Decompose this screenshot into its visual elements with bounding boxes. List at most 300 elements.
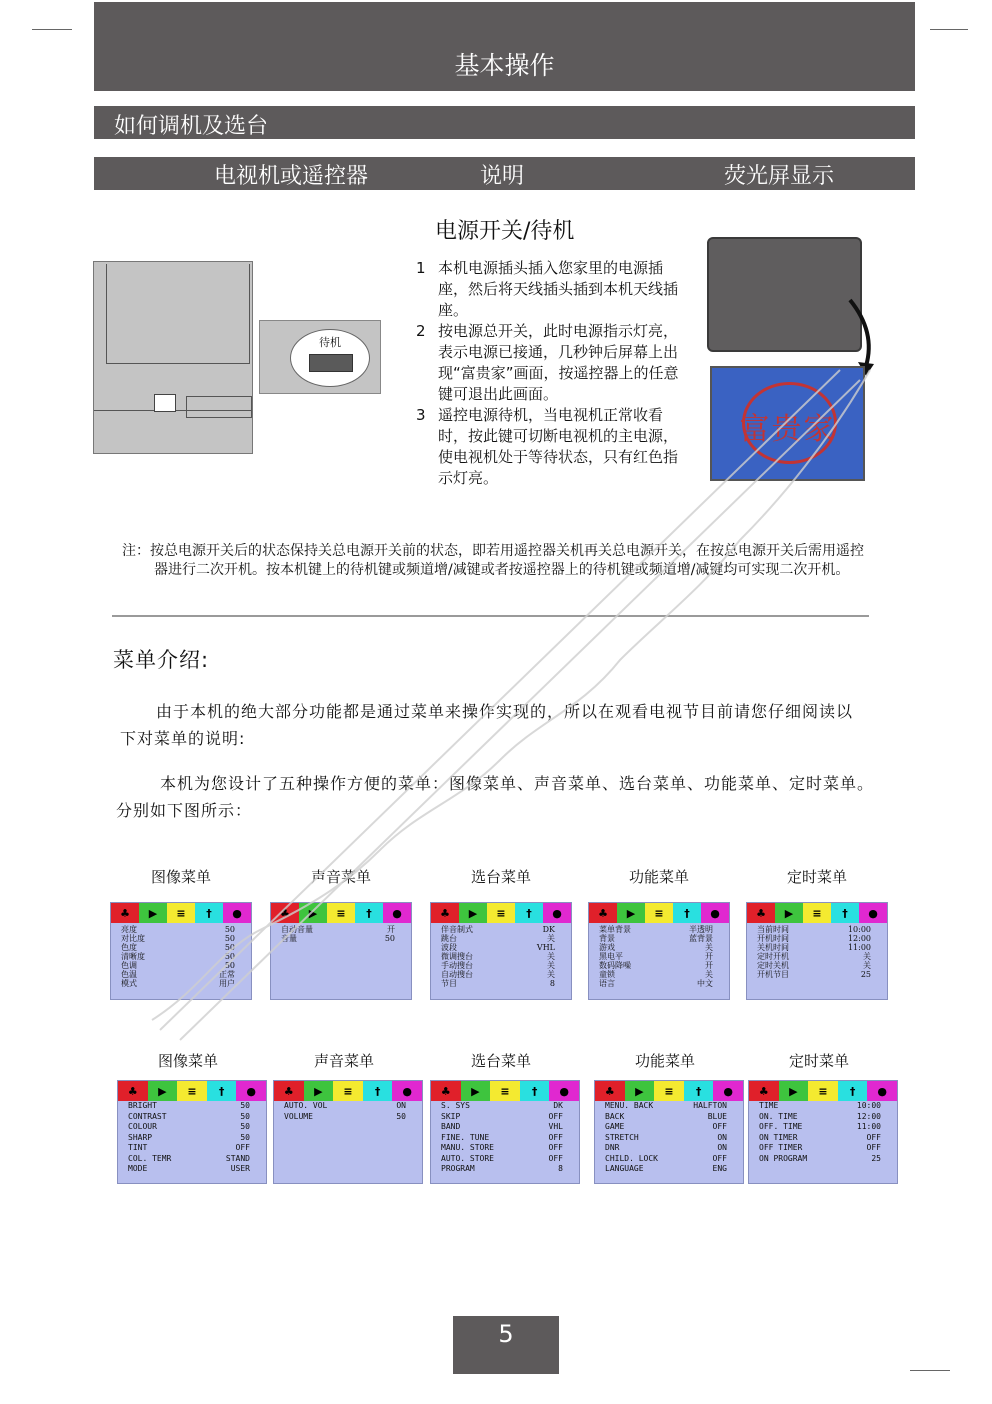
- menu-row-value: 25: [860, 970, 871, 979]
- menu-row: [605, 1154, 727, 1165]
- menu-icon-bar: [595, 1081, 743, 1101]
- menu-title: 声音菜单: [310, 868, 371, 886]
- menu-row-label: 波段: [441, 943, 457, 952]
- menu-rows: [128, 1101, 250, 1175]
- menu-row-value: ENG: [712, 1164, 727, 1173]
- menu-row-value: 关: [547, 970, 555, 979]
- menu-row: [281, 934, 395, 943]
- menu-rows: [441, 925, 555, 988]
- channel-icon: ≡: [490, 1081, 520, 1101]
- menu-row-label: 当前时间: [757, 925, 789, 934]
- menu-title: 图像菜单: [150, 868, 211, 886]
- step-number: 3: [416, 406, 426, 424]
- tv-screen-frame: [106, 264, 250, 364]
- menu-title: 图像菜单: [157, 1052, 218, 1070]
- menu-row: [599, 961, 713, 970]
- menu-row-value: 50: [224, 961, 235, 970]
- power-steps: [416, 258, 690, 489]
- menu-row-label: OFF TIMER: [759, 1143, 803, 1152]
- menu-row-value: VHL: [548, 1122, 563, 1131]
- menu-row-value: OFF: [548, 1153, 563, 1163]
- menu-row: [281, 925, 395, 934]
- menu-icon-bar: [431, 903, 571, 923]
- menu-row-label: DNR: [605, 1143, 620, 1152]
- function-icon: †: [520, 1081, 550, 1101]
- screen-brand-text: 富贵家: [739, 412, 836, 447]
- channel-icon: ≡: [645, 903, 673, 923]
- menu-row-label: 伴音制式: [441, 925, 473, 934]
- menu-row: [605, 1101, 727, 1112]
- menu-row: [605, 1122, 727, 1133]
- menu-row-label: ON TIMER: [759, 1132, 798, 1142]
- menu-icon-bar: [111, 903, 251, 923]
- menu-row: [441, 1143, 563, 1154]
- menu-row-value: 50: [224, 952, 235, 961]
- menu-intro-paragraph-1-text: 由于本机的绝大部分功能都是通过菜单来操作实现的，所以在观看电视节目前请您仔细阅读以下对菜单的说明:: [120, 702, 854, 748]
- menu-screen: [430, 1080, 580, 1184]
- menu-row-value: 50: [224, 925, 235, 934]
- menu-row: [121, 961, 235, 970]
- menu-icon-bar: [118, 1081, 266, 1101]
- power-heading: 电源开关/待机: [435, 219, 575, 244]
- step-number: 1: [416, 259, 426, 277]
- picture-icon: ♣: [111, 903, 139, 923]
- step-number: 2: [416, 322, 426, 340]
- menu-row: [284, 1101, 406, 1112]
- sound-icon: ▶: [779, 1081, 809, 1101]
- picture-icon: ♣: [747, 903, 775, 923]
- menu-row-value: 关: [547, 952, 555, 961]
- picture-icon: ♣: [271, 903, 299, 923]
- menu-row-value: 关: [863, 952, 871, 961]
- menu-row: [128, 1164, 250, 1175]
- menu-row-label: BRIGHT: [128, 1101, 157, 1110]
- menu-row-value: 11:00: [856, 1122, 881, 1131]
- menu-row-value: OFF: [235, 1143, 250, 1152]
- menu-rows: [441, 1101, 563, 1175]
- picture-icon: ♣: [274, 1081, 304, 1101]
- menu-row-value: BLUE: [707, 1111, 727, 1121]
- sound-icon: ▶: [461, 1081, 491, 1101]
- column-header-description: 说明: [480, 164, 525, 189]
- menu-row: [599, 925, 713, 934]
- menu-row: [605, 1164, 727, 1175]
- function-icon: †: [363, 1081, 393, 1101]
- menu-row: [441, 1164, 563, 1175]
- menu-rows: [599, 925, 713, 988]
- menu-row-value: 用户: [219, 979, 235, 988]
- picture-icon: ♣: [589, 903, 617, 923]
- menu-row-label: 游戏: [599, 943, 615, 952]
- menu-row-value: 50: [224, 943, 235, 952]
- menu-row-label: MENU. BACK: [605, 1101, 654, 1110]
- menu-title: 定时菜单: [786, 868, 847, 886]
- step-text: 本机电源插头插入您家里的电源插座，然后将天线插头插到本机天线插座。: [438, 259, 679, 319]
- menu-row-value: OFF: [712, 1122, 727, 1131]
- menu-row-label: AUTO. VOL: [284, 1101, 328, 1110]
- menu-row-value: OFF: [712, 1153, 727, 1163]
- menu-row: [441, 1154, 563, 1165]
- menu-row-value: VHL: [536, 943, 555, 952]
- menu-row: [284, 1112, 406, 1123]
- menu-row-value: 50: [240, 1122, 250, 1131]
- menu-row-label: SKIP: [441, 1111, 461, 1121]
- menu-row: [599, 952, 713, 961]
- menu-row-value: OFF: [548, 1132, 563, 1142]
- function-icon: †: [515, 903, 543, 923]
- menu-row-label: 跳台: [441, 934, 457, 943]
- menu-title: 选台菜单: [470, 1052, 531, 1070]
- menu-row: [128, 1122, 250, 1133]
- function-icon: †: [684, 1081, 714, 1101]
- menu-row: [759, 1154, 881, 1165]
- sound-icon: ▶: [775, 903, 803, 923]
- timer-icon: ●: [867, 1081, 897, 1101]
- menu-row: [599, 943, 713, 952]
- menu-row-label: 开机节目: [757, 970, 789, 979]
- timer-icon: ●: [713, 1081, 743, 1101]
- menu-row-value: 50: [240, 1101, 250, 1110]
- menu-row-label: 音量: [281, 934, 297, 943]
- menu-row-value: 开: [387, 925, 395, 934]
- menu-row: [441, 934, 555, 943]
- menu-row: [121, 943, 235, 952]
- menu-row-label: LANGUAGE: [605, 1164, 644, 1173]
- menu-icon-bar: [749, 1081, 897, 1101]
- menu-row-label: VOLUME: [284, 1111, 313, 1121]
- picture-icon: ♣: [431, 1081, 461, 1101]
- menu-row-label: BACK: [605, 1111, 625, 1121]
- crop-mark: [930, 29, 968, 30]
- menu-row-label: COL. TEMR: [128, 1153, 172, 1163]
- menu-row-value: 12:00: [847, 934, 871, 943]
- menu-title: 功能菜单: [628, 868, 689, 886]
- menu-screen: [110, 902, 252, 1000]
- menu-row: [757, 943, 871, 952]
- timer-icon: ●: [236, 1081, 266, 1101]
- function-icon: †: [831, 903, 859, 923]
- menu-row: [441, 979, 555, 988]
- menu-row-value: OFF: [548, 1111, 563, 1121]
- menu-icon-bar: [589, 903, 729, 923]
- menu-row-value: DK: [553, 1101, 563, 1110]
- menu-row-value: 11:00: [847, 943, 871, 952]
- menu-row: [605, 1143, 727, 1154]
- standby-label: 待机: [319, 336, 341, 349]
- menu-row-value: 10:00: [847, 925, 871, 934]
- menu-row-value: 12:00: [856, 1111, 881, 1121]
- menu-row: [128, 1101, 250, 1112]
- menu-row-value: 8: [558, 1164, 563, 1173]
- menu-row: [441, 943, 555, 952]
- menu-row-value: 关: [547, 961, 555, 970]
- menu-row-label: GAME: [605, 1122, 625, 1131]
- menu-row-value: ON: [717, 1143, 727, 1152]
- channel-icon: ≡: [177, 1081, 207, 1101]
- step-text: 按电源总开关，此时电源指示灯亮，表示电源已接通，几秒钟后屏幕上出现“富贵家”画面，按遥控器上的任意键可退出此画面。: [438, 322, 679, 403]
- menu-row-label: 微调搜台: [441, 952, 473, 961]
- menu-row-label: CHILD. LOCK: [605, 1153, 658, 1163]
- menu-screen: [588, 902, 730, 1000]
- menu-row: [599, 979, 713, 988]
- menu-row-label: 定时关机: [757, 961, 789, 970]
- menu-row-label: CONTRAST: [128, 1111, 167, 1121]
- menu-row-value: 关: [863, 961, 871, 970]
- menu-row: [121, 925, 235, 934]
- menu-row: [121, 952, 235, 961]
- table-header-bar: [94, 157, 915, 190]
- menu-row-label: ON. TIME: [759, 1111, 798, 1121]
- function-icon: †: [673, 903, 701, 923]
- menu-row: [441, 1112, 563, 1123]
- menu-row-label: 自动音量: [281, 925, 313, 934]
- tv-illustration: [93, 261, 253, 454]
- menu-screen: [594, 1080, 744, 1184]
- menu-row-label: 背景: [599, 934, 615, 943]
- menu-row-value: ON: [717, 1132, 727, 1142]
- menu-row: [599, 934, 713, 943]
- tv-panel-slot: [186, 396, 252, 418]
- menu-row-value: 开: [705, 952, 713, 961]
- menu-row-label: TINT: [128, 1143, 148, 1152]
- menu-intro-paragraph-2-text: 本机为您设计了五种操作方便的菜单：图像菜单、声音菜单、选台菜单、功能菜单、定时菜单。分别如下图所示：: [116, 774, 875, 820]
- menu-row-value: DK: [542, 925, 555, 934]
- menu-rows: [759, 1101, 881, 1164]
- section-title: 如何调机及选台: [114, 114, 269, 139]
- menu-row: [605, 1112, 727, 1123]
- menu-row-value: 开: [705, 961, 713, 970]
- menu-row: [759, 1143, 881, 1154]
- menu-row-label: 节目: [441, 979, 457, 988]
- menu-row-label: SHARP: [128, 1132, 153, 1142]
- menu-row: [441, 925, 555, 934]
- timer-icon: ●: [383, 903, 411, 923]
- function-icon: †: [207, 1081, 237, 1101]
- menu-row: [121, 970, 235, 979]
- menu-row: [759, 1122, 881, 1133]
- menu-row: [757, 970, 871, 979]
- menu-screen: [748, 1080, 898, 1184]
- menu-row: [759, 1101, 881, 1112]
- menu-row-label: 色调: [121, 961, 137, 970]
- channel-icon: ≡: [487, 903, 515, 923]
- menu-row-value: USER: [230, 1164, 250, 1173]
- menu-row: [441, 952, 555, 961]
- note-text: 注：按总电源开关后的状态保持关总电源开关前的状态，即若用遥控器关机再关总电源开关，在按总电源开关后需用遥控器进行二次开机。按本机键上的待机键或频道增/减键或者按遥控器上的待机键或频道增/减键均可实现二次开机。: [122, 543, 864, 578]
- channel-icon: ≡: [803, 903, 831, 923]
- menu-row-label: 对比度: [121, 934, 145, 943]
- menu-row-value: 正常: [219, 970, 235, 979]
- crop-mark: [32, 29, 72, 30]
- channel-icon: ≡: [327, 903, 355, 923]
- channel-icon: ≡: [808, 1081, 838, 1101]
- menu-row-label: 自动搜台: [441, 970, 473, 979]
- step-item: [416, 321, 690, 405]
- timer-icon: ●: [701, 903, 729, 923]
- screen-off-illustration: [707, 237, 862, 352]
- menu-icon-bar: [431, 1081, 579, 1101]
- menu-row-label: 亮度: [121, 925, 137, 934]
- page-title: 基本操作: [454, 51, 555, 80]
- column-header-device: 电视机或遥控器: [214, 164, 369, 189]
- sound-icon: ▶: [625, 1081, 655, 1101]
- page-title-bar: [94, 2, 915, 91]
- menu-icon-bar: [271, 903, 411, 923]
- menu-row: [121, 934, 235, 943]
- menu-row-value: 蓝背景: [689, 934, 713, 943]
- menu-title: 声音菜单: [313, 1052, 374, 1070]
- timer-icon: ●: [392, 1081, 422, 1101]
- column-header-screen: 荧光屏显示: [724, 164, 835, 189]
- menu-row-value: 50: [384, 934, 395, 943]
- menu-row: [128, 1133, 250, 1144]
- sound-icon: ▶: [304, 1081, 334, 1101]
- page-number: 5: [498, 1320, 514, 1348]
- function-icon: †: [355, 903, 383, 923]
- note: [122, 542, 867, 580]
- tv-standby-button: [154, 394, 176, 412]
- screen-on-illustration: [710, 366, 865, 481]
- menu-rows: [121, 925, 235, 988]
- menu-row-value: 50: [240, 1132, 250, 1142]
- menu-intro-paragraph-1: [120, 698, 860, 752]
- menu-row-label: 菜单背景: [599, 925, 631, 934]
- timer-icon: ●: [549, 1081, 579, 1101]
- menu-row-value: 中文: [697, 979, 713, 988]
- standby-button-icon: [309, 354, 353, 372]
- menu-row: [441, 1122, 563, 1133]
- menu-row-label: TIME: [759, 1101, 779, 1110]
- menu-row-label: 色度: [121, 943, 137, 952]
- menu-title: 选台菜单: [470, 868, 531, 886]
- picture-icon: ♣: [431, 903, 459, 923]
- menu-row-label: COLOUR: [128, 1122, 157, 1131]
- sound-icon: ▶: [139, 903, 167, 923]
- channel-icon: ≡: [333, 1081, 363, 1101]
- menu-row: [128, 1154, 250, 1165]
- menu-row: [121, 979, 235, 988]
- menu-row-label: S. SYS: [441, 1101, 470, 1110]
- menu-row-label: BAND: [441, 1122, 461, 1131]
- menu-row-label: AUTO. STORE: [441, 1153, 494, 1163]
- menu-row: [759, 1112, 881, 1123]
- menu-row: [757, 961, 871, 970]
- menu-row: [605, 1133, 727, 1144]
- menu-row-value: 半透明: [689, 925, 713, 934]
- menu-screen: [270, 902, 412, 1000]
- menu-row: [757, 952, 871, 961]
- menu-row-label: 定时开机: [757, 952, 789, 961]
- step-item: [416, 258, 690, 321]
- menu-row-label: ON PROGRAM: [759, 1153, 808, 1163]
- standby-zoom-illustration: [259, 320, 381, 394]
- menu-row-value: 关: [705, 970, 713, 979]
- menu-title: 功能菜单: [634, 1052, 695, 1070]
- menu-row-value: 50: [240, 1111, 250, 1121]
- menu-row: [441, 1101, 563, 1112]
- menu-screen: [117, 1080, 267, 1184]
- menu-row: [759, 1133, 881, 1144]
- menu-rows: [757, 925, 871, 979]
- menu-row-label: MODE: [128, 1164, 148, 1173]
- menu-rows: [281, 925, 395, 943]
- menu-row-label: 手动搜台: [441, 961, 473, 970]
- timer-icon: ●: [543, 903, 571, 923]
- sound-icon: ▶: [299, 903, 327, 923]
- menu-row: [441, 970, 555, 979]
- menu-screen: [430, 902, 572, 1000]
- menu-intro-title: 菜单介绍:: [113, 648, 210, 672]
- menu-row: [757, 934, 871, 943]
- menu-row: [757, 925, 871, 934]
- channel-icon: ≡: [654, 1081, 684, 1101]
- menu-row: [599, 970, 713, 979]
- section-bar: [94, 106, 915, 139]
- menu-row-value: OFF: [866, 1143, 881, 1152]
- menu-icon-bar: [747, 903, 887, 923]
- sound-icon: ▶: [459, 903, 487, 923]
- menu-row-label: 色温: [121, 970, 137, 979]
- menu-row-label: 语言: [599, 979, 615, 988]
- menu-title: 定时菜单: [788, 1052, 849, 1070]
- menu-intro-paragraph-2: [116, 770, 876, 824]
- menu-row: [441, 961, 555, 970]
- timer-icon: ●: [223, 903, 251, 923]
- menu-screen: [746, 902, 888, 1000]
- menu-row-value: ON: [396, 1101, 406, 1110]
- function-icon: †: [838, 1081, 868, 1101]
- sound-icon: ▶: [148, 1081, 178, 1101]
- menu-row-value: OFF: [548, 1143, 563, 1152]
- picture-icon: ♣: [595, 1081, 625, 1101]
- menu-row-label: 童锁: [599, 970, 615, 979]
- menu-rows: [605, 1101, 727, 1175]
- menu-row-value: 10:00: [856, 1101, 881, 1110]
- menu-row-label: 黑电平: [599, 952, 623, 961]
- channel-icon: ≡: [167, 903, 195, 923]
- menu-row-label: FINE. TUNE: [441, 1132, 490, 1142]
- zoom-oval: [290, 329, 370, 387]
- menu-row-value: 25: [871, 1153, 881, 1163]
- menu-row: [128, 1112, 250, 1123]
- menu-rows: [284, 1101, 406, 1122]
- divider: [112, 615, 869, 617]
- menu-row-value: 关: [705, 943, 713, 952]
- menu-row-label: MANU. STORE: [441, 1143, 494, 1152]
- step-item: [416, 405, 690, 489]
- crop-mark: [910, 1370, 950, 1371]
- page-number-box: [453, 1316, 559, 1374]
- menu-icon-bar: [274, 1081, 422, 1101]
- step-text: 遥控电源待机，当电视机正常收看时，按此键可切断电视机的主电源，使电视机处于等待状态，只有红色指示灯亮。: [438, 406, 679, 487]
- menu-row-value: 8: [549, 979, 555, 988]
- menu-row: [441, 1133, 563, 1144]
- menu-row-label: PROGRAM: [441, 1164, 475, 1173]
- menu-row-label: OFF. TIME: [759, 1122, 803, 1131]
- menu-row-value: 50: [224, 934, 235, 943]
- menu-row-value: OFF: [866, 1132, 881, 1142]
- menu-row-label: 数码降噪: [599, 961, 631, 970]
- menu-row-label: 模式: [121, 979, 137, 988]
- menu-screen: [273, 1080, 423, 1184]
- picture-icon: ♣: [749, 1081, 779, 1101]
- menu-row-value: HALFTON: [693, 1101, 727, 1110]
- function-icon: †: [195, 903, 223, 923]
- menu-row-label: STRETCH: [605, 1132, 639, 1142]
- menu-row-value: STAND: [225, 1153, 250, 1163]
- picture-icon: ♣: [118, 1081, 148, 1101]
- menu-row-label: 清晰度: [121, 952, 145, 961]
